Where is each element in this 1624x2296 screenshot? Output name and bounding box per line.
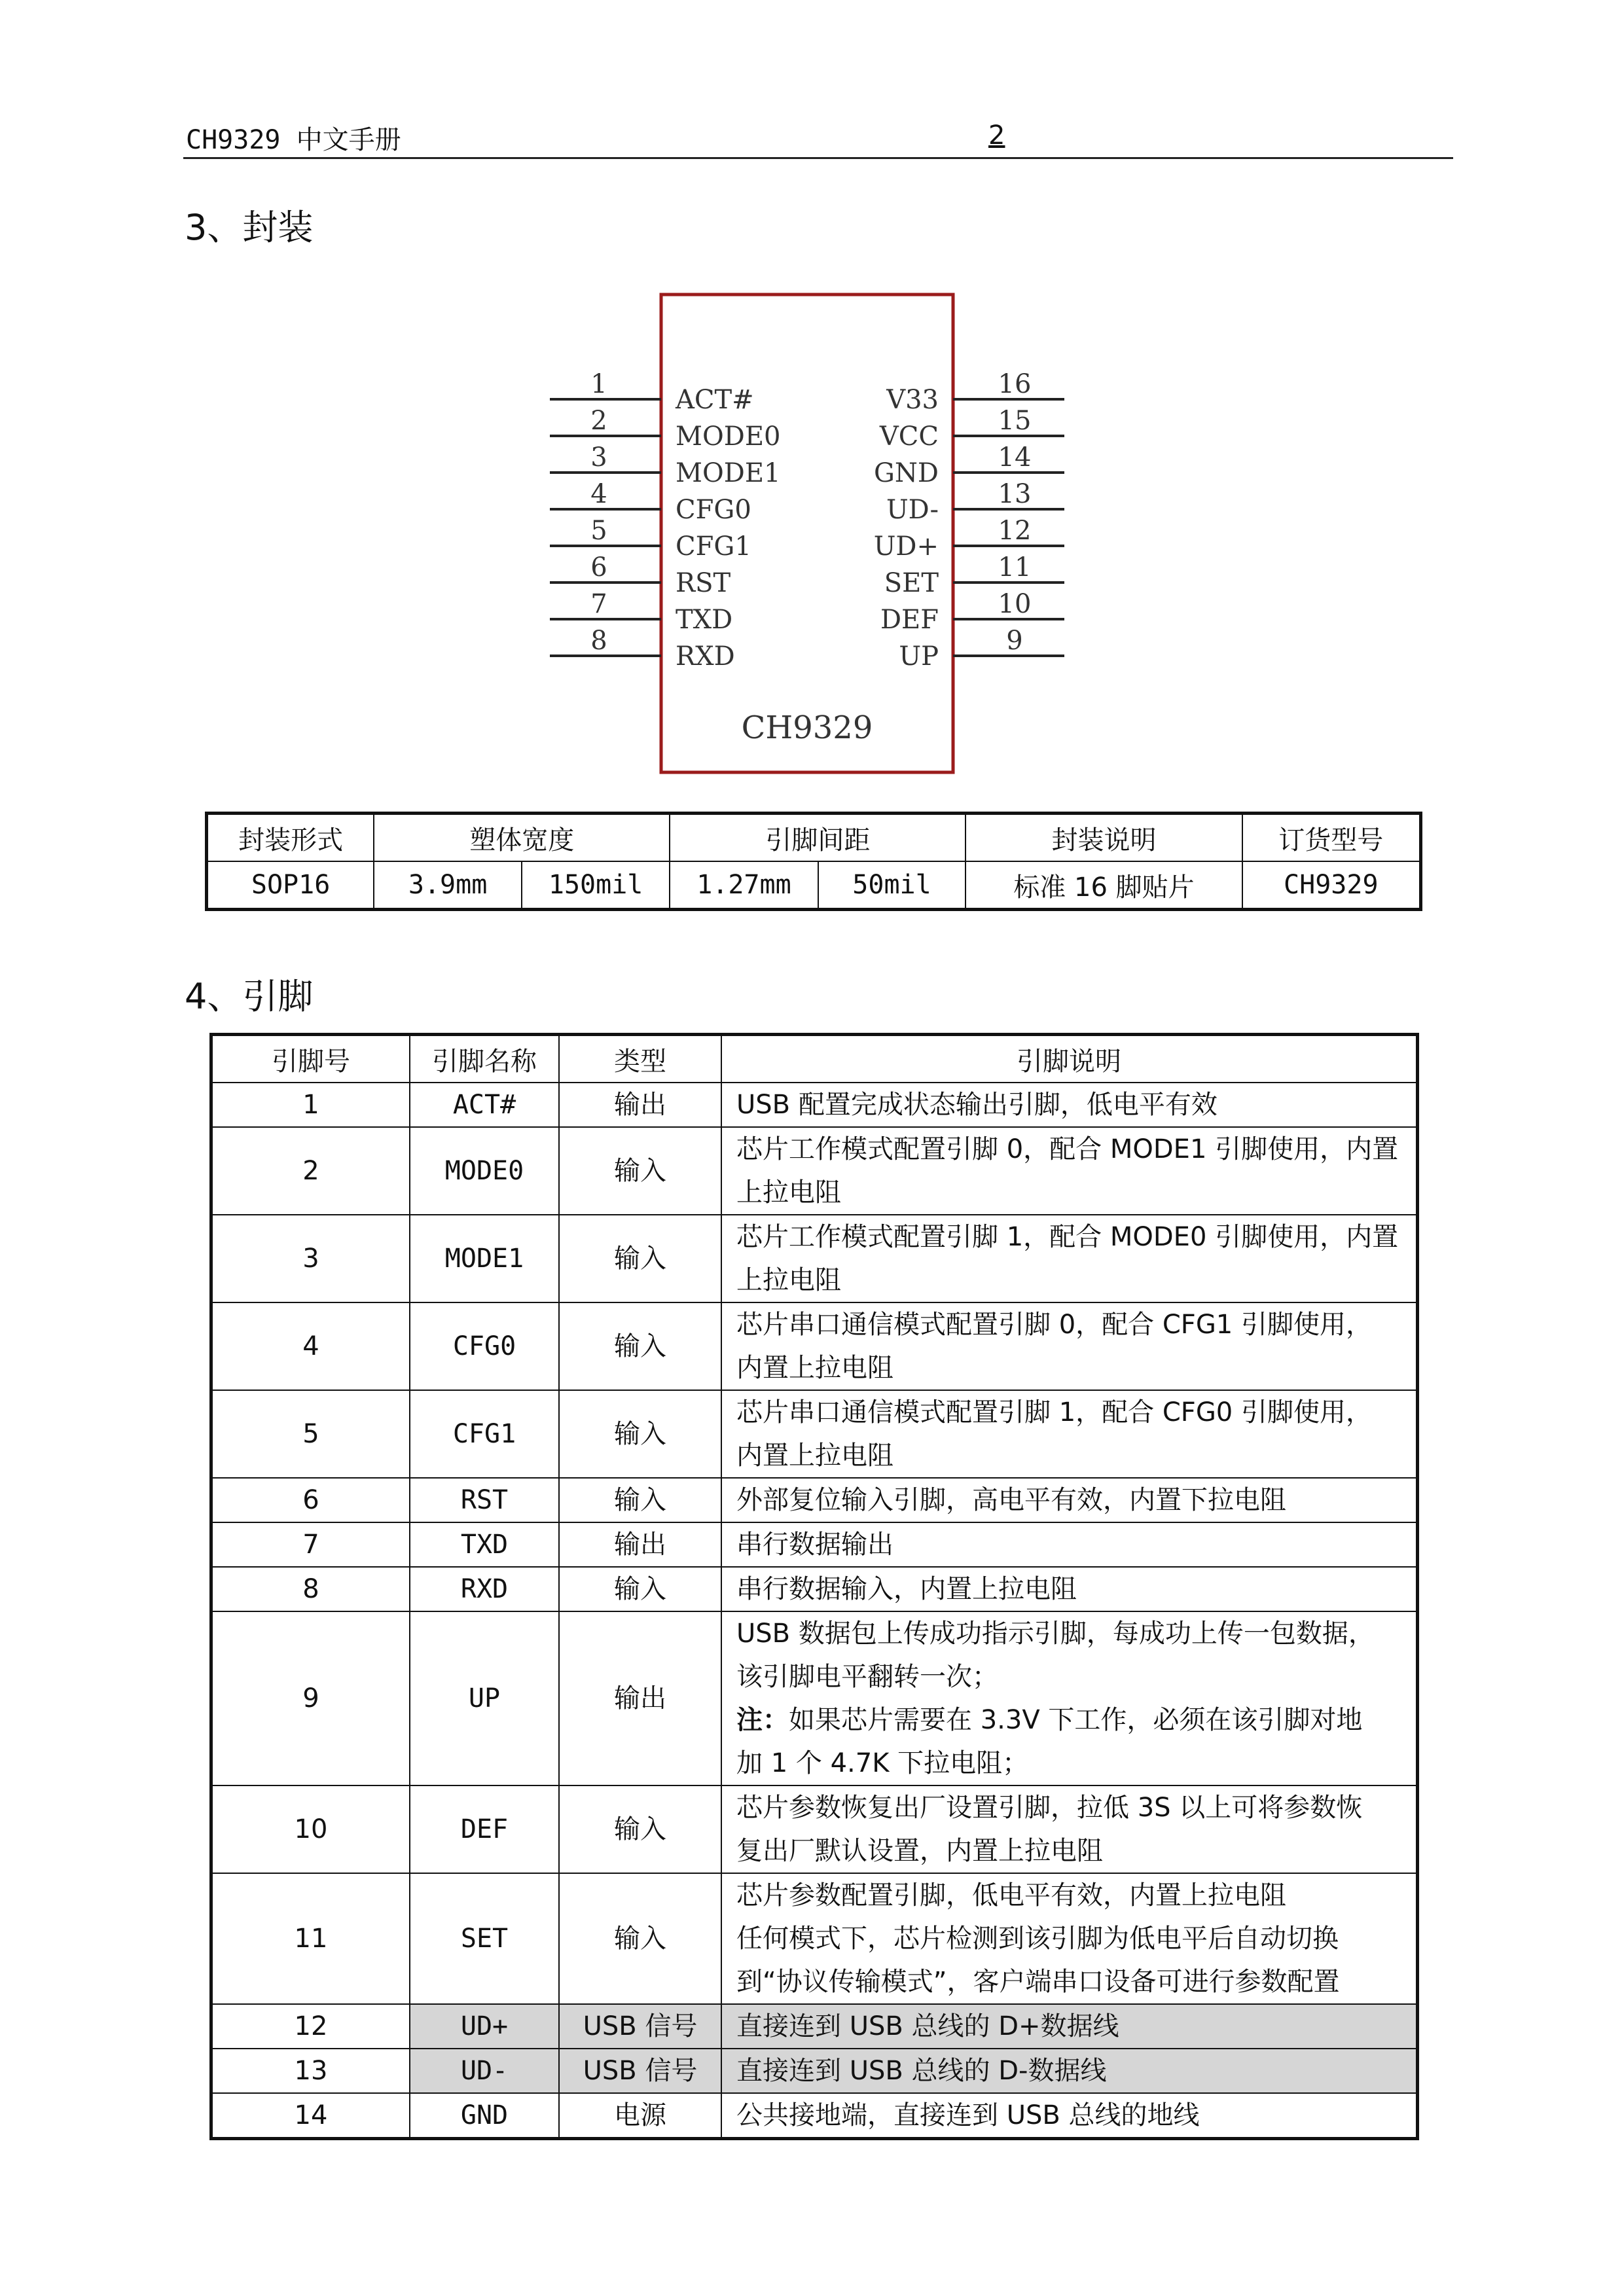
pin-number: 11 [998, 552, 1032, 583]
pin-number-cell: 12 [211, 2004, 410, 2049]
pin-table-header-row [211, 1035, 1418, 1083]
note-text: 如果芯片需要在 3.3V 下工作，必须在该引脚对地 [789, 1705, 1363, 1735]
description-line: 串行数据输出 [736, 1530, 893, 1560]
description-line: 芯片工作模式配置引脚 0，配合 MODE1 引脚使用，内置 [736, 1134, 1399, 1164]
package-cell: SOP16 [207, 861, 374, 910]
pin-name-cell: CFG1 [410, 1390, 559, 1478]
pin-number-cell: 6 [211, 1478, 410, 1522]
pin-number: 1 [590, 369, 607, 399]
package-cell: 3.9mm [374, 861, 522, 910]
pin-row [211, 1478, 1418, 1522]
description-line: 内置上拉电阻 [736, 1353, 893, 1383]
pin-type-cell: 输入 [559, 1567, 721, 1611]
pin-name-cell: DEF [410, 1785, 559, 1873]
description-line: 串行数据输入，内置上拉电阻 [736, 1574, 1077, 1604]
description-line: 该引脚电平翻转一次； [736, 1662, 998, 1692]
pin-number-cell: 11 [211, 1873, 410, 2004]
page-number: 2 [988, 120, 1005, 151]
note-label: 注： [736, 1705, 789, 1735]
pin-type-cell: 电源 [559, 2093, 721, 2139]
pin-description-cell [721, 1302, 1418, 1390]
pin-description-cell [721, 1567, 1418, 1611]
pin-number-cell: 1 [211, 1083, 410, 1127]
pin-header-cell: 类型 [559, 1035, 721, 1083]
chip-label: CH9329 [741, 709, 873, 746]
pin-description-cell [721, 1611, 1418, 1785]
description-line: 复出厂默认设置，内置上拉电阻 [736, 1836, 1103, 1866]
pin-description-cell [721, 1785, 1418, 1873]
pin-row [211, 1390, 1418, 1478]
pin-number: 5 [590, 516, 607, 546]
package-header-cell: 塑体宽度 [374, 814, 670, 862]
pin-name: DEF [880, 605, 939, 635]
pin-group [550, 369, 1064, 672]
pin-name: UP [899, 641, 939, 672]
pin-number-cell: 5 [211, 1390, 410, 1478]
pin-name-cell: UD+ [410, 2004, 559, 2049]
section-title-pins: 4、引脚 [185, 976, 314, 1017]
pin-description-cell [721, 1873, 1418, 2004]
pin-name-cell: UP [410, 1611, 559, 1785]
pin-name: SET [884, 568, 939, 598]
description-line: 芯片串口通信模式配置引脚 0，配合 CFG1 引脚使用， [736, 1310, 1372, 1340]
pin-number: 7 [590, 589, 607, 619]
page-header [183, 117, 1453, 159]
pin-type-cell: 输入 [559, 1785, 721, 1873]
pin-type-cell: USB 信号 [559, 2004, 721, 2049]
pin-name: MODE0 [676, 422, 781, 452]
pin-number-cell: 14 [211, 2093, 410, 2139]
pin-row [211, 1127, 1418, 1215]
pin-name-cell: MODE0 [410, 1127, 559, 1215]
description-line: 上拉电阻 [736, 1177, 841, 1208]
pin-name-cell: RXD [410, 1567, 559, 1611]
pin-header-cell: 引脚号 [211, 1035, 410, 1083]
pin-description-cell [721, 1522, 1418, 1567]
description-line: 到“协议传输模式”，客户端串口设备可进行参数配置 [736, 1967, 1340, 1997]
pin-row [211, 1215, 1418, 1302]
description-line: 上拉电阻 [736, 1265, 841, 1295]
pin-type-cell: 输入 [559, 1478, 721, 1522]
pin-row [211, 2049, 1418, 2093]
pin-name-cell: ACT# [410, 1083, 559, 1127]
pin-description-cell [721, 2049, 1418, 2093]
pin-name: GND [873, 458, 939, 488]
pin-number: 16 [998, 369, 1032, 399]
pin-number: 2 [590, 406, 607, 436]
pin-type-cell: 输入 [559, 1127, 721, 1215]
pin-name-cell: UD- [410, 2049, 559, 2093]
pin-row [211, 2093, 1418, 2139]
pin-name: RXD [676, 641, 735, 672]
pin-name: VCC [879, 422, 939, 452]
package-table [205, 812, 1422, 911]
package-cell: 1.27mm [670, 861, 818, 910]
pin-number: 4 [590, 479, 607, 509]
pin-number-cell: 13 [211, 2049, 410, 2093]
pin-number-cell: 2 [211, 1127, 410, 1215]
description-line: 芯片串口通信模式配置引脚 1，配合 CFG0 引脚使用， [736, 1397, 1372, 1427]
package-header-cell: 引脚间距 [670, 814, 965, 862]
pin-number: 8 [590, 626, 607, 656]
note-line [736, 1742, 1409, 1785]
description-line: USB 数据包上传成功指示引脚，每成功上传一包数据， [736, 1619, 1375, 1649]
pin-name-cell: GND [410, 2093, 559, 2139]
pin-name-cell: CFG0 [410, 1302, 559, 1390]
pin-row [211, 1611, 1418, 1785]
pin-description-cell [721, 1215, 1418, 1302]
pin-type-cell: 输出 [559, 1083, 721, 1127]
pin-name-cell: MODE1 [410, 1215, 559, 1302]
pin-number: 9 [1006, 626, 1023, 656]
package-table-row [207, 861, 1421, 910]
pin-row [211, 1302, 1418, 1390]
pin-name-cell: TXD [410, 1522, 559, 1567]
pinout-diagram [524, 281, 1087, 779]
pin-type-cell: 输出 [559, 1522, 721, 1567]
pin-number-cell: 10 [211, 1785, 410, 1873]
pin-header-cell: 引脚名称 [410, 1035, 559, 1083]
description-line: 芯片工作模式配置引脚 1，配合 MODE0 引脚使用，内置 [736, 1222, 1399, 1252]
package-cell: 标准 16 脚贴片 [965, 861, 1242, 910]
pin-name: TXD [676, 605, 733, 635]
pin-name-cell: RST [410, 1478, 559, 1522]
pin-row [211, 1873, 1418, 2004]
pin-number: 10 [998, 589, 1032, 619]
pin-type-cell: 输入 [559, 1873, 721, 2004]
pin-description-cell [721, 1478, 1418, 1522]
pin-type-cell: 输入 [559, 1215, 721, 1302]
pin-description-cell [721, 2093, 1418, 2139]
pin-number-cell: 4 [211, 1302, 410, 1390]
package-header-cell: 封装形式 [207, 814, 374, 862]
pin-name: MODE1 [676, 458, 781, 488]
pin-number: 3 [590, 442, 607, 473]
pin-description-cell [721, 1127, 1418, 1215]
pin-type-cell: USB 信号 [559, 2049, 721, 2093]
pin-name: UD+ [873, 531, 939, 562]
pin-type-cell: 输出 [559, 1611, 721, 1785]
pin-row [211, 2004, 1418, 2049]
pin-header-cell: 引脚说明 [721, 1035, 1418, 1083]
note-text: 加 1 个 4.7K 下拉电阻； [736, 1748, 1029, 1778]
package-cell: CH9329 [1242, 861, 1421, 910]
pin-row [211, 1567, 1418, 1611]
pin-name: ACT# [676, 385, 754, 415]
document-title: CH9329 中文手册 [186, 125, 401, 155]
pin-number-cell: 9 [211, 1611, 410, 1785]
pin-number-cell: 7 [211, 1522, 410, 1567]
description-line: 外部复位输入引脚，高电平有效，内置下拉电阻 [736, 1485, 1286, 1515]
description-line: 芯片参数配置引脚，低电平有效，内置上拉电阻 [736, 1880, 1286, 1910]
description-line: USB 配置完成状态输出引脚，低电平有效 [736, 1090, 1218, 1120]
pin-number: 15 [998, 406, 1032, 436]
pin-description-cell [721, 1083, 1418, 1127]
package-cell: 50mil [818, 861, 966, 910]
pin-number: 13 [998, 479, 1032, 509]
pin-number-cell: 8 [211, 1567, 410, 1611]
pin-row [211, 1083, 1418, 1127]
pin-name-cell: SET [410, 1873, 559, 2004]
pin-number: 6 [590, 552, 607, 583]
pin-table-body [211, 1083, 1418, 2139]
pin-number-cell: 3 [211, 1215, 410, 1302]
pin-row [211, 1522, 1418, 1567]
note-line [736, 1698, 1409, 1742]
pin-table [209, 1033, 1419, 2140]
pin-number: 12 [998, 516, 1032, 546]
pin-description-cell [721, 2004, 1418, 2049]
pin-number: 14 [998, 442, 1032, 473]
package-header-cell: 订货型号 [1242, 814, 1421, 862]
description-line: 芯片参数恢复出厂设置引脚，拉低 3S 以上可将参数恢 [736, 1793, 1363, 1823]
pin-description-cell [721, 1390, 1418, 1478]
pin-name: RST [676, 568, 731, 598]
description-line: 公共接地端，直接连到 USB 总线的地线 [736, 2100, 1200, 2130]
description-line: 内置上拉电阻 [736, 1441, 893, 1471]
description-line: 任何模式下，芯片检测到该引脚为低电平后自动切换 [736, 1924, 1339, 1954]
package-table-header-row [207, 814, 1421, 862]
package-cell: 150mil [522, 861, 670, 910]
pin-type-cell: 输入 [559, 1390, 721, 1478]
pin-type-cell: 输入 [559, 1302, 721, 1390]
pin-row [211, 1785, 1418, 1873]
pin-name: UD- [886, 495, 939, 525]
pin-name: CFG0 [676, 495, 751, 525]
pin-name: CFG1 [676, 531, 751, 562]
description-line: 直接连到 USB 总线的 D-数据线 [736, 2056, 1107, 2086]
section-title-package: 3、封装 [185, 207, 314, 248]
package-header-cell: 封装说明 [965, 814, 1242, 862]
pin-name: V33 [886, 385, 939, 415]
description-line: 直接连到 USB 总线的 D+数据线 [736, 2011, 1119, 2041]
